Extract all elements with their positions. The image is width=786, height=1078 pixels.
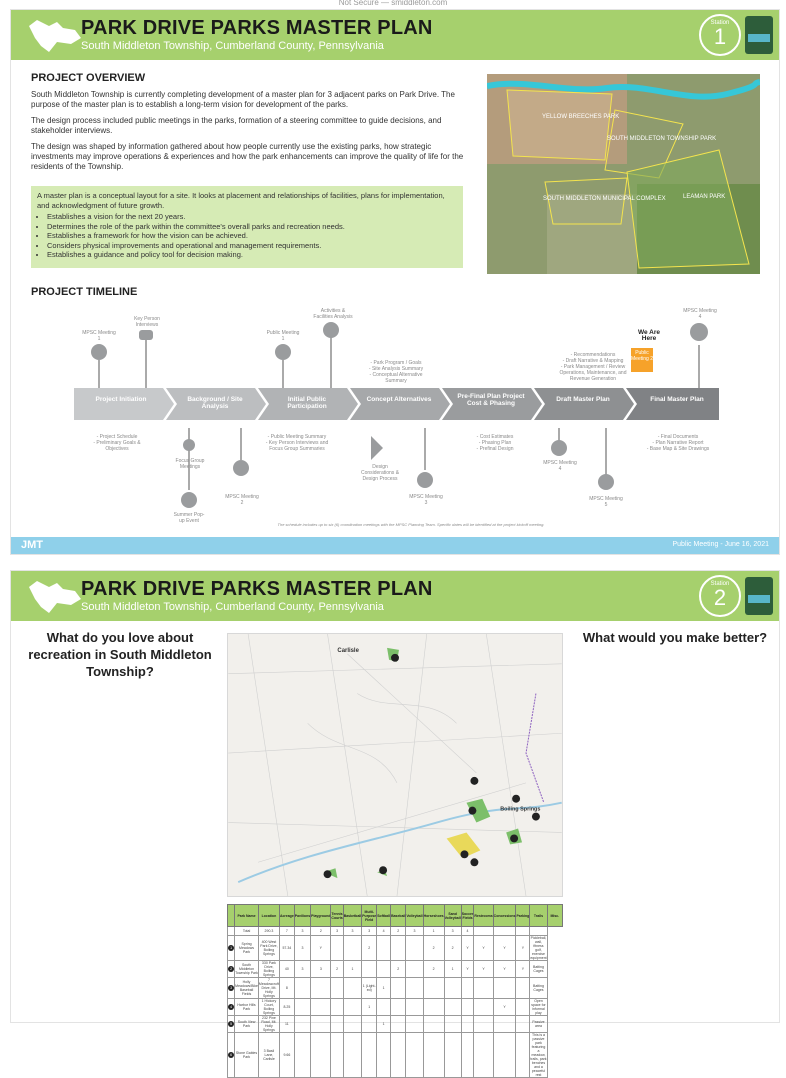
table-cell: 3 bbox=[343, 927, 362, 936]
table-header: Basketball bbox=[343, 905, 362, 927]
table-cell: 57.34 bbox=[279, 936, 294, 961]
board-header bbox=[11, 10, 779, 60]
table-cell: 2 bbox=[444, 936, 461, 961]
table-cell bbox=[423, 999, 444, 1016]
table-cell: South View Park bbox=[235, 1016, 259, 1033]
people-icon bbox=[598, 474, 614, 490]
table-cell bbox=[444, 978, 461, 999]
table-cell bbox=[461, 999, 474, 1016]
phase-arrow-6 bbox=[534, 388, 634, 420]
table-cell bbox=[474, 978, 493, 999]
table-cell bbox=[493, 1016, 516, 1033]
table-cell: 11 bbox=[279, 1016, 294, 1033]
park-number-badge: 4 bbox=[228, 1004, 234, 1010]
table-cell: 1 bbox=[362, 999, 377, 1016]
table-header: Soccer Fields bbox=[461, 905, 474, 927]
table-header: Playground bbox=[311, 905, 331, 927]
aerial-park-map bbox=[487, 74, 760, 274]
park-number-badge: 3 bbox=[228, 985, 234, 991]
table-header: Location bbox=[258, 905, 279, 927]
table-cell bbox=[461, 1033, 474, 1078]
table-cell bbox=[294, 978, 310, 999]
jmt-logo: JMT bbox=[21, 539, 43, 551]
table-cell: 2 bbox=[423, 936, 444, 961]
table-cell: 4 bbox=[461, 927, 474, 936]
people-icon bbox=[690, 323, 708, 341]
table-cell: 3 bbox=[294, 927, 310, 936]
table-cell: 40 bbox=[279, 961, 294, 978]
table-cell: Harbor Hills Park bbox=[235, 999, 259, 1016]
board-subtitle: South Middleton Township, Cumberland County, Pennsylvania bbox=[81, 40, 384, 52]
table-header: Volleyball bbox=[406, 905, 423, 927]
table-header-blank bbox=[228, 905, 235, 927]
table-cell: Y bbox=[461, 961, 474, 978]
overview-paragraph-3: The design was shaped by information gathered about how people currently use the existing parks, how strategic investments may improve operations & experiences and how the park enhancements can improve the quality of life for the residents of the Township. bbox=[31, 142, 464, 171]
label-summer-pop-up: Summer Pop-up Event bbox=[173, 512, 205, 524]
meeting-date: Public Meeting - June 16, 2021 bbox=[672, 541, 769, 548]
phase-arrow-7 bbox=[626, 388, 719, 420]
table-cell bbox=[377, 1033, 391, 1078]
phase-label-3: Initial Public Participation bbox=[287, 396, 327, 410]
table-cell bbox=[406, 936, 423, 961]
label-participation-notes: - Public Meeting Summary - Key Person Interviews and Focus Group Summaries bbox=[265, 434, 329, 452]
table-cell bbox=[311, 978, 331, 999]
phase-label-7: Final Master Plan bbox=[650, 396, 704, 403]
station-number: 2 bbox=[713, 585, 727, 610]
label-activities-analysis: Activities & Facilities Analysis bbox=[313, 308, 353, 320]
definition-bullet: • Establishes a vision for the next 20 years. bbox=[47, 212, 457, 222]
table-cell: South Middleton Township Park bbox=[235, 961, 259, 978]
station-1-board bbox=[10, 9, 780, 555]
label-initiation-notes: - Project Schedule - Preliminary Goals & Objectives bbox=[93, 434, 141, 452]
table-cell: 330 Park Drive, Boiling Springs bbox=[258, 961, 279, 978]
overview-paragraph-1: South Middleton Township is currently completing development of a master plan for 3 adjacent parks on Park Drive. The purpose of the master plan is to establish a long-term vision for development of the parks. bbox=[31, 90, 455, 109]
phase-arrow-4 bbox=[350, 388, 450, 420]
table-cell bbox=[516, 1033, 530, 1078]
label-key-person-interviews: Key Person Interviews bbox=[134, 316, 160, 328]
map-pin bbox=[468, 807, 476, 815]
table-cell bbox=[362, 1033, 377, 1078]
table-cell bbox=[493, 1033, 516, 1078]
table-cell bbox=[377, 999, 391, 1016]
pennsylvania-map-icon bbox=[27, 18, 83, 54]
table-cell: Holly Meadows/Bike Baseball Fields bbox=[235, 978, 259, 999]
aerial-label-township-park: SOUTH MIDDLETON TOWNSHIP PARK bbox=[607, 136, 717, 142]
label-design-considerations: Design Considerations & Design Process bbox=[360, 464, 400, 482]
phase-label-2: Background / Site Analysis bbox=[187, 396, 243, 410]
table-header-row bbox=[228, 905, 563, 927]
table-cell bbox=[391, 999, 406, 1016]
table-cell: 4 bbox=[377, 927, 391, 936]
map-pin bbox=[512, 795, 520, 803]
map-pin bbox=[461, 850, 469, 858]
table-cell bbox=[493, 978, 516, 999]
definition-intro: A master plan is a conceptual layout for a site. It looks at placement and relationships of facilities, plans for implementation, and acknowledgment of future growth. bbox=[37, 191, 445, 210]
map-label-carlisle: Carlisle bbox=[337, 647, 359, 654]
table-cell: Y bbox=[493, 936, 516, 961]
table-cell bbox=[444, 999, 461, 1016]
table-cell: 7 Meadowcroft Drive, Mt. Holly Springs bbox=[258, 978, 279, 998]
table-header: Sand Volleyball bbox=[444, 905, 461, 927]
table-header: Acreage bbox=[279, 905, 294, 927]
table-cell: Passive area bbox=[530, 1016, 547, 1033]
park-number-cell bbox=[228, 961, 235, 978]
question-improve: What would you make better? bbox=[582, 630, 768, 645]
table-cell: 400 West Park Drive, Boiling Springs bbox=[258, 936, 279, 961]
township-seal-icon bbox=[745, 16, 773, 54]
label-draft-notes: - Recommendations - Draft Narrative & Mapping - Park Management / Review Operations, Maintenance, and Revenue Generation bbox=[559, 352, 627, 382]
table-cell: 2 bbox=[423, 961, 444, 978]
table-cell bbox=[474, 999, 493, 1016]
table-cell: 1 Hickory Court, Boiling Springs bbox=[258, 999, 279, 1016]
table-cell: 3 bbox=[444, 927, 461, 936]
timeline-heading: PROJECT TIMELINE bbox=[31, 286, 138, 298]
phase-label-5: Pre-Final Plan Project Cost & Phasing bbox=[457, 393, 525, 407]
park-number-badge: 5 bbox=[228, 1021, 234, 1027]
table-header: Horseshoes bbox=[423, 905, 444, 927]
phase-label-6: Draft Master Plan bbox=[556, 396, 610, 403]
table-cell bbox=[331, 999, 343, 1016]
table-cell bbox=[331, 936, 343, 961]
table-header: Baseball bbox=[391, 905, 406, 927]
board-footer bbox=[11, 537, 779, 554]
table-cell bbox=[391, 936, 406, 961]
station-label: Station bbox=[710, 581, 730, 587]
table-cell bbox=[474, 1033, 493, 1078]
table-cell: 2 bbox=[362, 936, 377, 961]
table-cell: Y bbox=[311, 936, 331, 961]
table-cell: 3 bbox=[294, 936, 310, 961]
pennsylvania-map-icon bbox=[27, 579, 83, 615]
table-cell bbox=[343, 1016, 362, 1033]
label-mpsc-meeting-5: MPSC Meeting 5 bbox=[589, 496, 623, 508]
township-seal-icon bbox=[745, 577, 773, 615]
speech-bubble-icon bbox=[139, 330, 153, 340]
map-pin bbox=[379, 866, 387, 874]
table-cell bbox=[461, 978, 474, 999]
table-body bbox=[228, 927, 563, 1078]
aerial-label-yellow-breeches: YELLOW BREECHES PARK bbox=[542, 114, 620, 120]
table-cell bbox=[423, 978, 444, 999]
people-icon bbox=[233, 460, 249, 476]
table-row bbox=[228, 927, 563, 936]
table-cell bbox=[391, 1016, 406, 1033]
table-cell: 9.66 bbox=[279, 1033, 294, 1078]
table-cell bbox=[377, 961, 391, 978]
station-badge bbox=[699, 14, 741, 56]
table-cell: Y bbox=[474, 961, 493, 978]
table-row bbox=[228, 1033, 563, 1078]
table-cell: 7 bbox=[279, 927, 294, 936]
table-row bbox=[228, 999, 563, 1016]
table-cell bbox=[331, 1033, 343, 1078]
table-cell: Y bbox=[516, 961, 530, 978]
people-icon bbox=[181, 492, 197, 508]
label-mpsc-meeting-4-top: MPSC Meeting 4 bbox=[683, 308, 717, 320]
table-cell bbox=[423, 1016, 444, 1033]
table-cell bbox=[423, 1033, 444, 1078]
table-cell: 1 bbox=[343, 961, 362, 978]
table-cell bbox=[294, 1033, 310, 1078]
phase-label-1: Project Initiation bbox=[95, 396, 147, 403]
table-cell bbox=[294, 999, 310, 1016]
definition-bullet: • Considers physical improvements and operational and management requirements. bbox=[47, 241, 457, 251]
table-header: Multi-Purpose Field bbox=[362, 905, 377, 927]
table-cell: Batting Cages bbox=[530, 978, 547, 999]
table-cell bbox=[516, 927, 530, 936]
pie-chart-icon bbox=[323, 322, 339, 338]
table-cell: 1 bbox=[377, 978, 391, 999]
map-pin bbox=[391, 654, 399, 662]
table-cell bbox=[406, 978, 423, 999]
table-row bbox=[228, 978, 563, 999]
table-cell: Open space for informal play bbox=[531, 999, 546, 1015]
overview-paragraph-2: The design process included public meetings in the parks, formation of a steering committee to guide decisions, and stakeholder interviews. bbox=[31, 116, 442, 135]
definition-bullet: • Establishes a framework for how the vision can be achieved. bbox=[47, 231, 457, 241]
table-cell: 3 bbox=[331, 927, 343, 936]
label-mpsc-meeting-1: MPSC Meeting 1 bbox=[82, 330, 116, 342]
table-cell bbox=[474, 1016, 493, 1033]
people-icon bbox=[275, 344, 291, 360]
table-row bbox=[228, 936, 563, 961]
table-cell: Y bbox=[461, 936, 474, 961]
table-cell: Pickleball, wall, fitness golf, exercise equipment bbox=[530, 936, 547, 960]
phase-label-4: Concept Alternatives bbox=[366, 396, 432, 403]
park-inventory-table bbox=[227, 904, 563, 1078]
map-pin bbox=[470, 777, 478, 785]
station-label: Station bbox=[710, 20, 730, 26]
table-cell: 232 Pine Road, Mt. Holly Springs bbox=[258, 1016, 279, 1033]
label-final-notes: - Final Documents - Plan Narrative Report - Base Map & Site Drawings bbox=[646, 434, 710, 452]
label-public-meeting-1: Public Meeting 1 bbox=[266, 330, 300, 342]
table-cell bbox=[391, 1033, 406, 1078]
table-cell: 3 Basil Lane, Carlisle bbox=[258, 1033, 279, 1078]
table-cell: 3 bbox=[362, 927, 377, 936]
table-header: Pavilions bbox=[294, 905, 310, 927]
table-header: Softball bbox=[377, 905, 391, 927]
phase-arrow-1 bbox=[74, 388, 174, 420]
table-cell: 1 bbox=[423, 927, 444, 936]
park-number-cell bbox=[228, 999, 235, 1016]
map-label-boiling-springs: Boiling Springs bbox=[500, 806, 541, 813]
lightbulb-icon bbox=[183, 439, 195, 451]
table-cell: Y bbox=[493, 961, 516, 978]
park-number-badge: 6 bbox=[228, 1052, 234, 1058]
table-row bbox=[228, 1016, 563, 1033]
township-parks-map bbox=[227, 633, 563, 897]
label-concept-notes: - Park Program / Goals - Site Analysis Summary - Conceptual Alternative Summary bbox=[368, 360, 424, 384]
table-header: Restrooms bbox=[474, 905, 493, 927]
table-cell bbox=[343, 978, 362, 999]
map-pin bbox=[510, 834, 518, 842]
table-cell: 3 bbox=[311, 961, 331, 978]
park-number-cell bbox=[228, 1016, 235, 1033]
table-cell bbox=[343, 936, 362, 961]
station-number: 1 bbox=[713, 24, 727, 49]
label-cost-notes: - Cost Estimates - Phasing Plan - Prefinal Design bbox=[476, 434, 514, 452]
table-cell: Batting Cages bbox=[530, 961, 547, 978]
table-header: Trails bbox=[530, 905, 547, 927]
table-row bbox=[228, 961, 563, 978]
table-cell bbox=[516, 1016, 530, 1033]
table-header: Misc. bbox=[547, 905, 562, 927]
table-cell: Spring Meadows Park bbox=[235, 936, 259, 961]
definition-bullet: • Determines the role of the park within the committee's overall parks and recreation needs. bbox=[47, 222, 457, 232]
board-title: PARK DRIVE PARKS MASTER PLAN bbox=[81, 578, 433, 600]
table-cell bbox=[493, 927, 516, 936]
table-cell: This is a passive park featuring a meadow, trails, park benches and a peaceful rest bbox=[530, 1033, 547, 1077]
table-cell: Total bbox=[235, 927, 259, 936]
design-pen-icon bbox=[371, 436, 383, 460]
table-cell: 8.25 bbox=[279, 999, 294, 1016]
table-cell: Y bbox=[474, 936, 493, 961]
map-pin bbox=[532, 813, 540, 821]
table-cell bbox=[406, 999, 423, 1016]
table-cell: 8 bbox=[279, 978, 294, 999]
park-number-cell bbox=[228, 936, 235, 961]
park-number-cell bbox=[228, 927, 235, 936]
aerial-label-leaman-park: LEAMAN PARK bbox=[683, 194, 726, 200]
table-cell bbox=[331, 1016, 343, 1033]
station-badge bbox=[699, 575, 741, 617]
table-cell bbox=[516, 978, 530, 999]
park-number-badge: 1 bbox=[228, 945, 234, 951]
table-cell: 3 bbox=[294, 961, 310, 978]
table-cell bbox=[461, 1016, 474, 1033]
people-icon bbox=[417, 472, 433, 488]
table-cell: 1 bbox=[377, 1016, 391, 1033]
definition-bullet: • Establishes a guidance and policy tool for decision making. bbox=[47, 250, 457, 260]
people-icon bbox=[91, 344, 107, 360]
table-cell: 1 bbox=[444, 961, 461, 978]
master-plan-definition-box bbox=[31, 186, 463, 268]
table-cell bbox=[362, 1016, 377, 1033]
board-title: PARK DRIVE PARKS MASTER PLAN bbox=[81, 17, 433, 39]
station-2-board bbox=[10, 570, 780, 1077]
table-cell bbox=[406, 1016, 423, 1033]
map-pin bbox=[470, 858, 478, 866]
table-cell bbox=[444, 1016, 461, 1033]
label-mpsc-meeting-4: MPSC Meeting 4 bbox=[543, 460, 577, 472]
table-header: Tennis Courts bbox=[331, 905, 343, 927]
table-cell: Y bbox=[493, 999, 516, 1016]
aerial-label-municipal-complex: SOUTH MIDDLETON MUNICIPAL COMPLEX bbox=[543, 196, 666, 202]
table-header: Concessions bbox=[493, 905, 516, 927]
table-cell: 2 bbox=[391, 927, 406, 936]
people-icon bbox=[551, 440, 567, 456]
timeline-footnote: The schedule includes up to six (6) coordination meetings with the MPSC Planning Team. Specific dates will be identified at the project kickoff meeting. bbox=[277, 522, 545, 527]
table-cell: 2 bbox=[311, 927, 331, 936]
table-cell: 3 bbox=[406, 927, 423, 936]
definition-bullet-list bbox=[47, 212, 457, 260]
table-cell: 1 (Light-ed) bbox=[362, 978, 377, 999]
table-cell: 2 bbox=[331, 961, 343, 978]
table-cell: Stone Gables Park bbox=[235, 1033, 259, 1078]
table-cell bbox=[377, 936, 391, 961]
table-cell bbox=[311, 999, 331, 1016]
table-cell bbox=[474, 927, 493, 936]
question-love: What do you love about recreation in South Middleton Township? bbox=[28, 630, 212, 679]
table-cell bbox=[406, 961, 423, 978]
overview-heading: PROJECT OVERVIEW bbox=[31, 72, 146, 84]
label-focus-group: Focus Group Meetings bbox=[175, 458, 205, 470]
table-cell bbox=[516, 999, 530, 1016]
board-header bbox=[11, 571, 779, 621]
table-cell: 2 bbox=[391, 961, 406, 978]
board-subtitle: South Middleton Township, Cumberland County, Pennsylvania bbox=[81, 601, 384, 613]
table-cell bbox=[362, 961, 377, 978]
table-header: Parking bbox=[516, 905, 530, 927]
map-pin bbox=[324, 870, 332, 878]
table-cell bbox=[343, 999, 362, 1016]
label-mpsc-meeting-3: MPSC Meeting 3 bbox=[409, 494, 443, 506]
browser-url-bar[interactable]: Not Secure — smiddleton.com bbox=[0, 0, 786, 8]
we-are-here-label: We Are Here bbox=[637, 329, 661, 342]
label-mpsc-meeting-2: MPSC Meeting 2 bbox=[225, 494, 259, 506]
label-public-meeting-2: Public Meeting 2 bbox=[631, 350, 653, 362]
table-header: Park Name bbox=[235, 905, 259, 927]
table-cell bbox=[311, 1033, 331, 1078]
table-cell bbox=[331, 978, 343, 999]
table-cell bbox=[294, 1016, 310, 1033]
table-cell bbox=[406, 1033, 423, 1078]
table-cell bbox=[391, 978, 406, 999]
table-cell: Y bbox=[516, 936, 530, 961]
park-number-cell bbox=[228, 978, 235, 999]
table-cell: 290.3 bbox=[258, 927, 279, 936]
park-number-badge: 2 bbox=[228, 966, 234, 972]
table-cell bbox=[311, 1016, 331, 1033]
table-cell bbox=[530, 927, 547, 936]
project-timeline bbox=[31, 300, 771, 530]
park-number-cell bbox=[228, 1033, 235, 1078]
table-cell bbox=[444, 1033, 461, 1078]
table-cell bbox=[343, 1033, 362, 1078]
